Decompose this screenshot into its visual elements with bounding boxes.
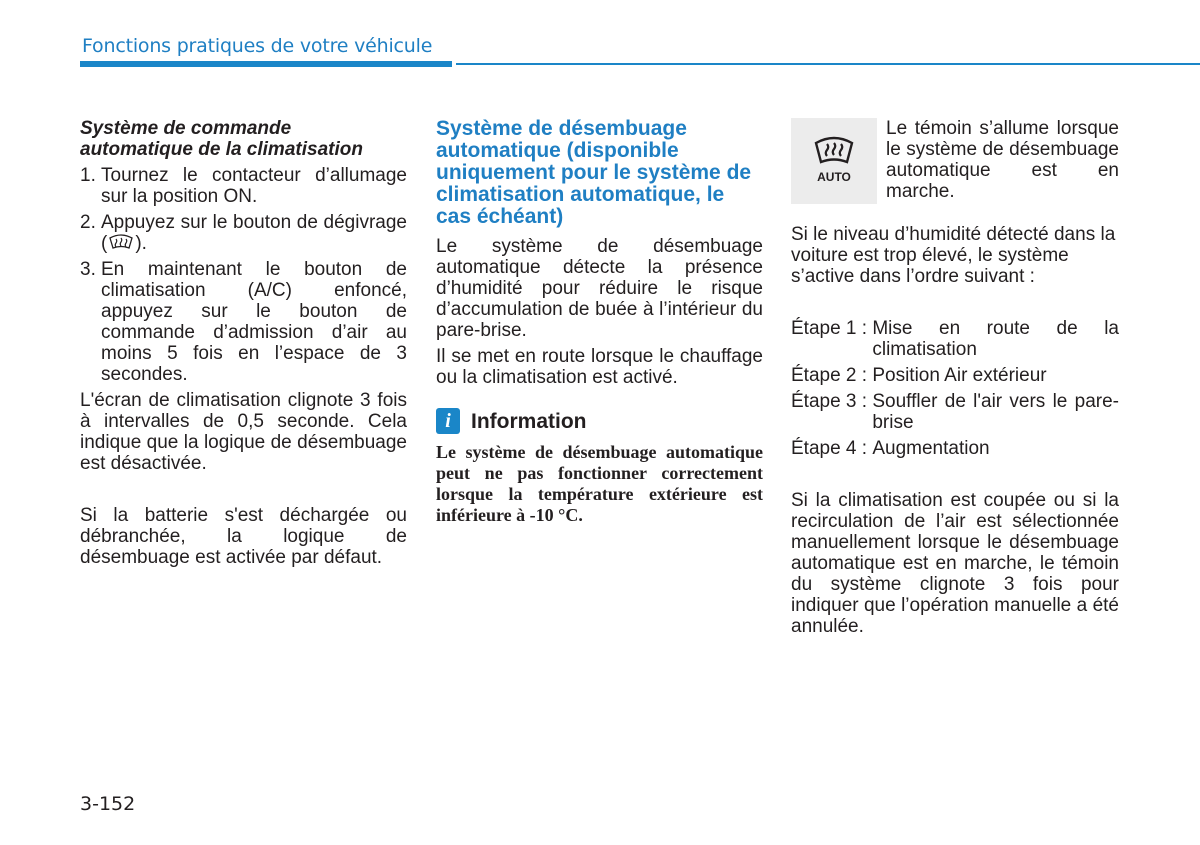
stage-item: Étape 3 : Souffler de l'air vers le pare-brise xyxy=(791,391,1119,433)
column-right xyxy=(791,118,1119,642)
page-number: 3-152 xyxy=(80,793,136,815)
stage-item: Étape 4 : Augmentation xyxy=(791,438,990,459)
paragraph-display-blink: L'écran de climatisation clignote 3 fois à intervalles de 0,5 seconde. Cela indique que la logique de désembuage est désactivée. xyxy=(80,390,407,474)
paragraph-manual-cancel: Si la climatisation est coupée ou si la recirculation de l’air est sélectionnée manuellement lorsque le désembuage automatique est en marche, le témoin du système clignote 3 fois pour indiquer que l’opération manuelle a été annulée. xyxy=(791,490,1119,637)
column-middle xyxy=(436,118,763,526)
step-text: Tournez le contacteur d’allumage sur la position ON. xyxy=(101,165,407,207)
header-rule-thick xyxy=(80,61,452,67)
auto-ac-heading: Système de commande automatique de la climatisation xyxy=(80,118,363,160)
stage-item: Étape 2 : Position Air extérieur xyxy=(791,365,1047,386)
stage-item: Étape 1 : Mise en route de la climatisation xyxy=(791,318,1119,360)
paragraph-battery: Si la batterie s'est déchargée ou débranchée, la logique de désembuage est activée par défaut. xyxy=(80,505,407,568)
step-text: Appuyez sur le bouton de dégivrage ( ). xyxy=(101,212,407,254)
auto-label: AUTO xyxy=(817,169,851,184)
info-icon: i xyxy=(436,408,460,434)
paragraph-indicator: Le témoin s’allume lorsque le système de désembuage automatique est en marche. xyxy=(886,118,1119,202)
paragraph-activation: Il se met en route lorsque le chauffage ou la climatisation est activé. xyxy=(436,346,763,388)
section-header-title: Fonctions pratiques de votre véhicule xyxy=(82,35,433,57)
information-body: Le système de désembuage automatique peut ne pas fonctionner correctement lorsque la température extérieure est inférieure à -10 °C. xyxy=(436,442,763,525)
paragraph-auto-defog-intro: Le système de désembuage automatique détecte la présence d’humidité pour réduire le risque d’accumulation de buée à l’intérieur du pare-brise. xyxy=(436,236,763,341)
step-item: 3. En maintenant le bouton de climatisation (A/C) enfoncé, appuyez sur le bouton de commande d’admission d’air au moins 5 fois en l’espace de 3 secondes. xyxy=(80,259,407,385)
header-rule-thin xyxy=(456,63,1200,65)
step-item: 1. Tournez le contacteur d’allumage sur la position ON. xyxy=(80,165,407,207)
paragraph-humidity: Si le niveau d’humidité détecté dans la voiture est trop élevé, le système s’active dans l’ordre suivant : xyxy=(791,224,1116,287)
auto-indicator-row xyxy=(791,118,1119,204)
auto-defog-heading: Système de désembuage automatique (disponible uniquement pour le système de climatisation automatique, le cas échéant) xyxy=(436,117,752,228)
auto-defog-indicator-icon xyxy=(791,118,877,204)
information-header xyxy=(436,408,763,434)
column-left xyxy=(80,118,407,573)
step-text: En maintenant le bouton de climatisation (A/C) enfoncé, appuyez sur le bouton de commande d’admission d’air au moins 5 fois en l’espace de 3 secondes. xyxy=(101,259,407,385)
step-item: 2. Appuyez sur le bouton de dégivrage ( ). xyxy=(80,212,407,254)
front-defrost-icon xyxy=(107,233,135,252)
information-title: Information xyxy=(471,409,587,433)
